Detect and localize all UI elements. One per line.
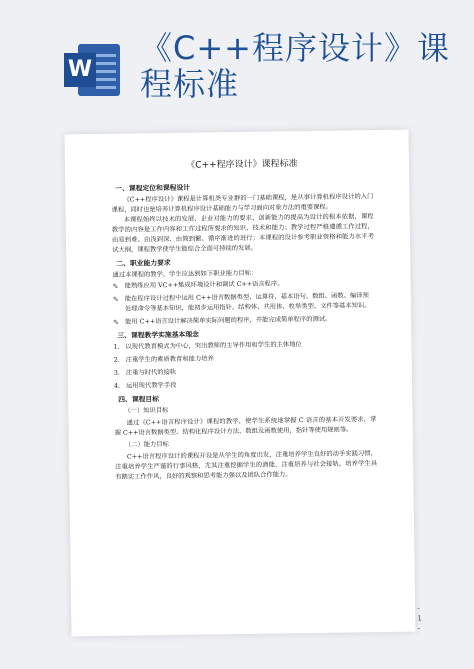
section-1-paragraph-2: 本课程始终以技术的发展、企业对能力的要求、创新能力的提高为设计的根本依据，课程教学的内容是工作内容和工作过程所要求的知识、技术和能力；教学过程严格遵循工作过程，由易到难、由浅到深、由简到繁、循序渐进的进行；本课程的设计参考职业资格和能力水平考试大纲，课程教学使学生能综合全面可持续的发展。	[111, 213, 375, 254]
document-body	[111, 156, 422, 633]
section-heading-1: 一、课程定位和课程设计	[115, 183, 191, 193]
list-item	[114, 378, 376, 392]
list-item-text: 能在程序设计过程中运用 C++语言数据类型、运算符、基本语句、数组、函数、编译预处理命令等基本知识，能初步运用指针、结构体、共用体、枚举类型、文件等基本知识。	[124, 292, 371, 313]
document-page	[65, 130, 422, 637]
list-item-text: 注重学生的素质教育和能力培养	[125, 355, 214, 364]
list-item	[113, 291, 375, 315]
list-item-text: 能熟练应用 VC++集成环境设计和调试 C++语言程序。	[124, 280, 284, 290]
subsection-heading-knowledge: （一）知识目标	[124, 407, 169, 415]
section-heading-4: 四、课程目标	[118, 395, 160, 404]
section-heading-2: 二、职业能力要求	[116, 258, 171, 268]
section-1-paragraph-1: 《C++程序设计》课程是计算机类专业群的一门基础课程，是从事计算机程序设计的入门课程，同时也是培养计算机程序设计基础能力与学习面向对象方法的重要课程。	[111, 193, 374, 214]
pen-bullet-icon: ✎	[112, 295, 119, 304]
list-item-text: 能用 C++语言设计解决简单实际问题的程序，并能完成简单程序的测试。	[125, 315, 332, 326]
top-banner	[0, 0, 474, 118]
ability-goal-paragraph: C++语言程序设计的课程开设是从学生的角度出发，注重培养学生良好的动手实践习惯，注重培养学生严谨的行事风格，尤其注重挖掘学生的潜能，注重培养与社会接轨，培养学生具有踏实工作作风，良好的观察和思考能力强以及团队合作能力。	[115, 450, 378, 481]
list-item	[113, 339, 375, 353]
document-title: 《C++程序设计》课程标准	[186, 159, 298, 171]
section-heading-3: 三、课程教学实施基本理念	[117, 330, 199, 340]
list-item-text: 注重与时代的接轨	[125, 368, 177, 377]
list-number: 3.	[113, 369, 120, 377]
list-item-text: 运用现代教学手段	[125, 381, 177, 390]
pen-bullet-icon: ✎	[112, 282, 119, 291]
page-number: - 1 -	[417, 604, 422, 633]
list-number: 2.	[113, 356, 120, 364]
knowledge-goal-paragraph: 通过《C++语言程序设计》课程的教学，使学生系统地掌握 C 语言的基本开发要求，掌握 C++语言数据类型、结构化程序设计方法，数组及函数使用，指针等使用规则等。	[114, 416, 377, 437]
list-item	[114, 352, 376, 366]
word-icon-letter: W	[64, 53, 96, 87]
subsection-heading-ability: （二）能力目标	[124, 440, 169, 449]
section-2-intro: 通过本课程的教学，学生应达到如下职业能力目标：	[112, 269, 258, 279]
word-document-icon	[64, 44, 120, 96]
list-item	[114, 365, 376, 379]
list-item-text: 以现代教育模式为中心，突出教师的主导作用和学生的主体地位	[125, 341, 302, 351]
list-number: 1.	[113, 343, 120, 351]
banner-title: 《C++程序设计》课程标准	[140, 29, 450, 103]
list-item	[113, 314, 375, 328]
list-number: 4.	[113, 382, 121, 390]
pen-bullet-icon: ✎	[113, 318, 120, 327]
